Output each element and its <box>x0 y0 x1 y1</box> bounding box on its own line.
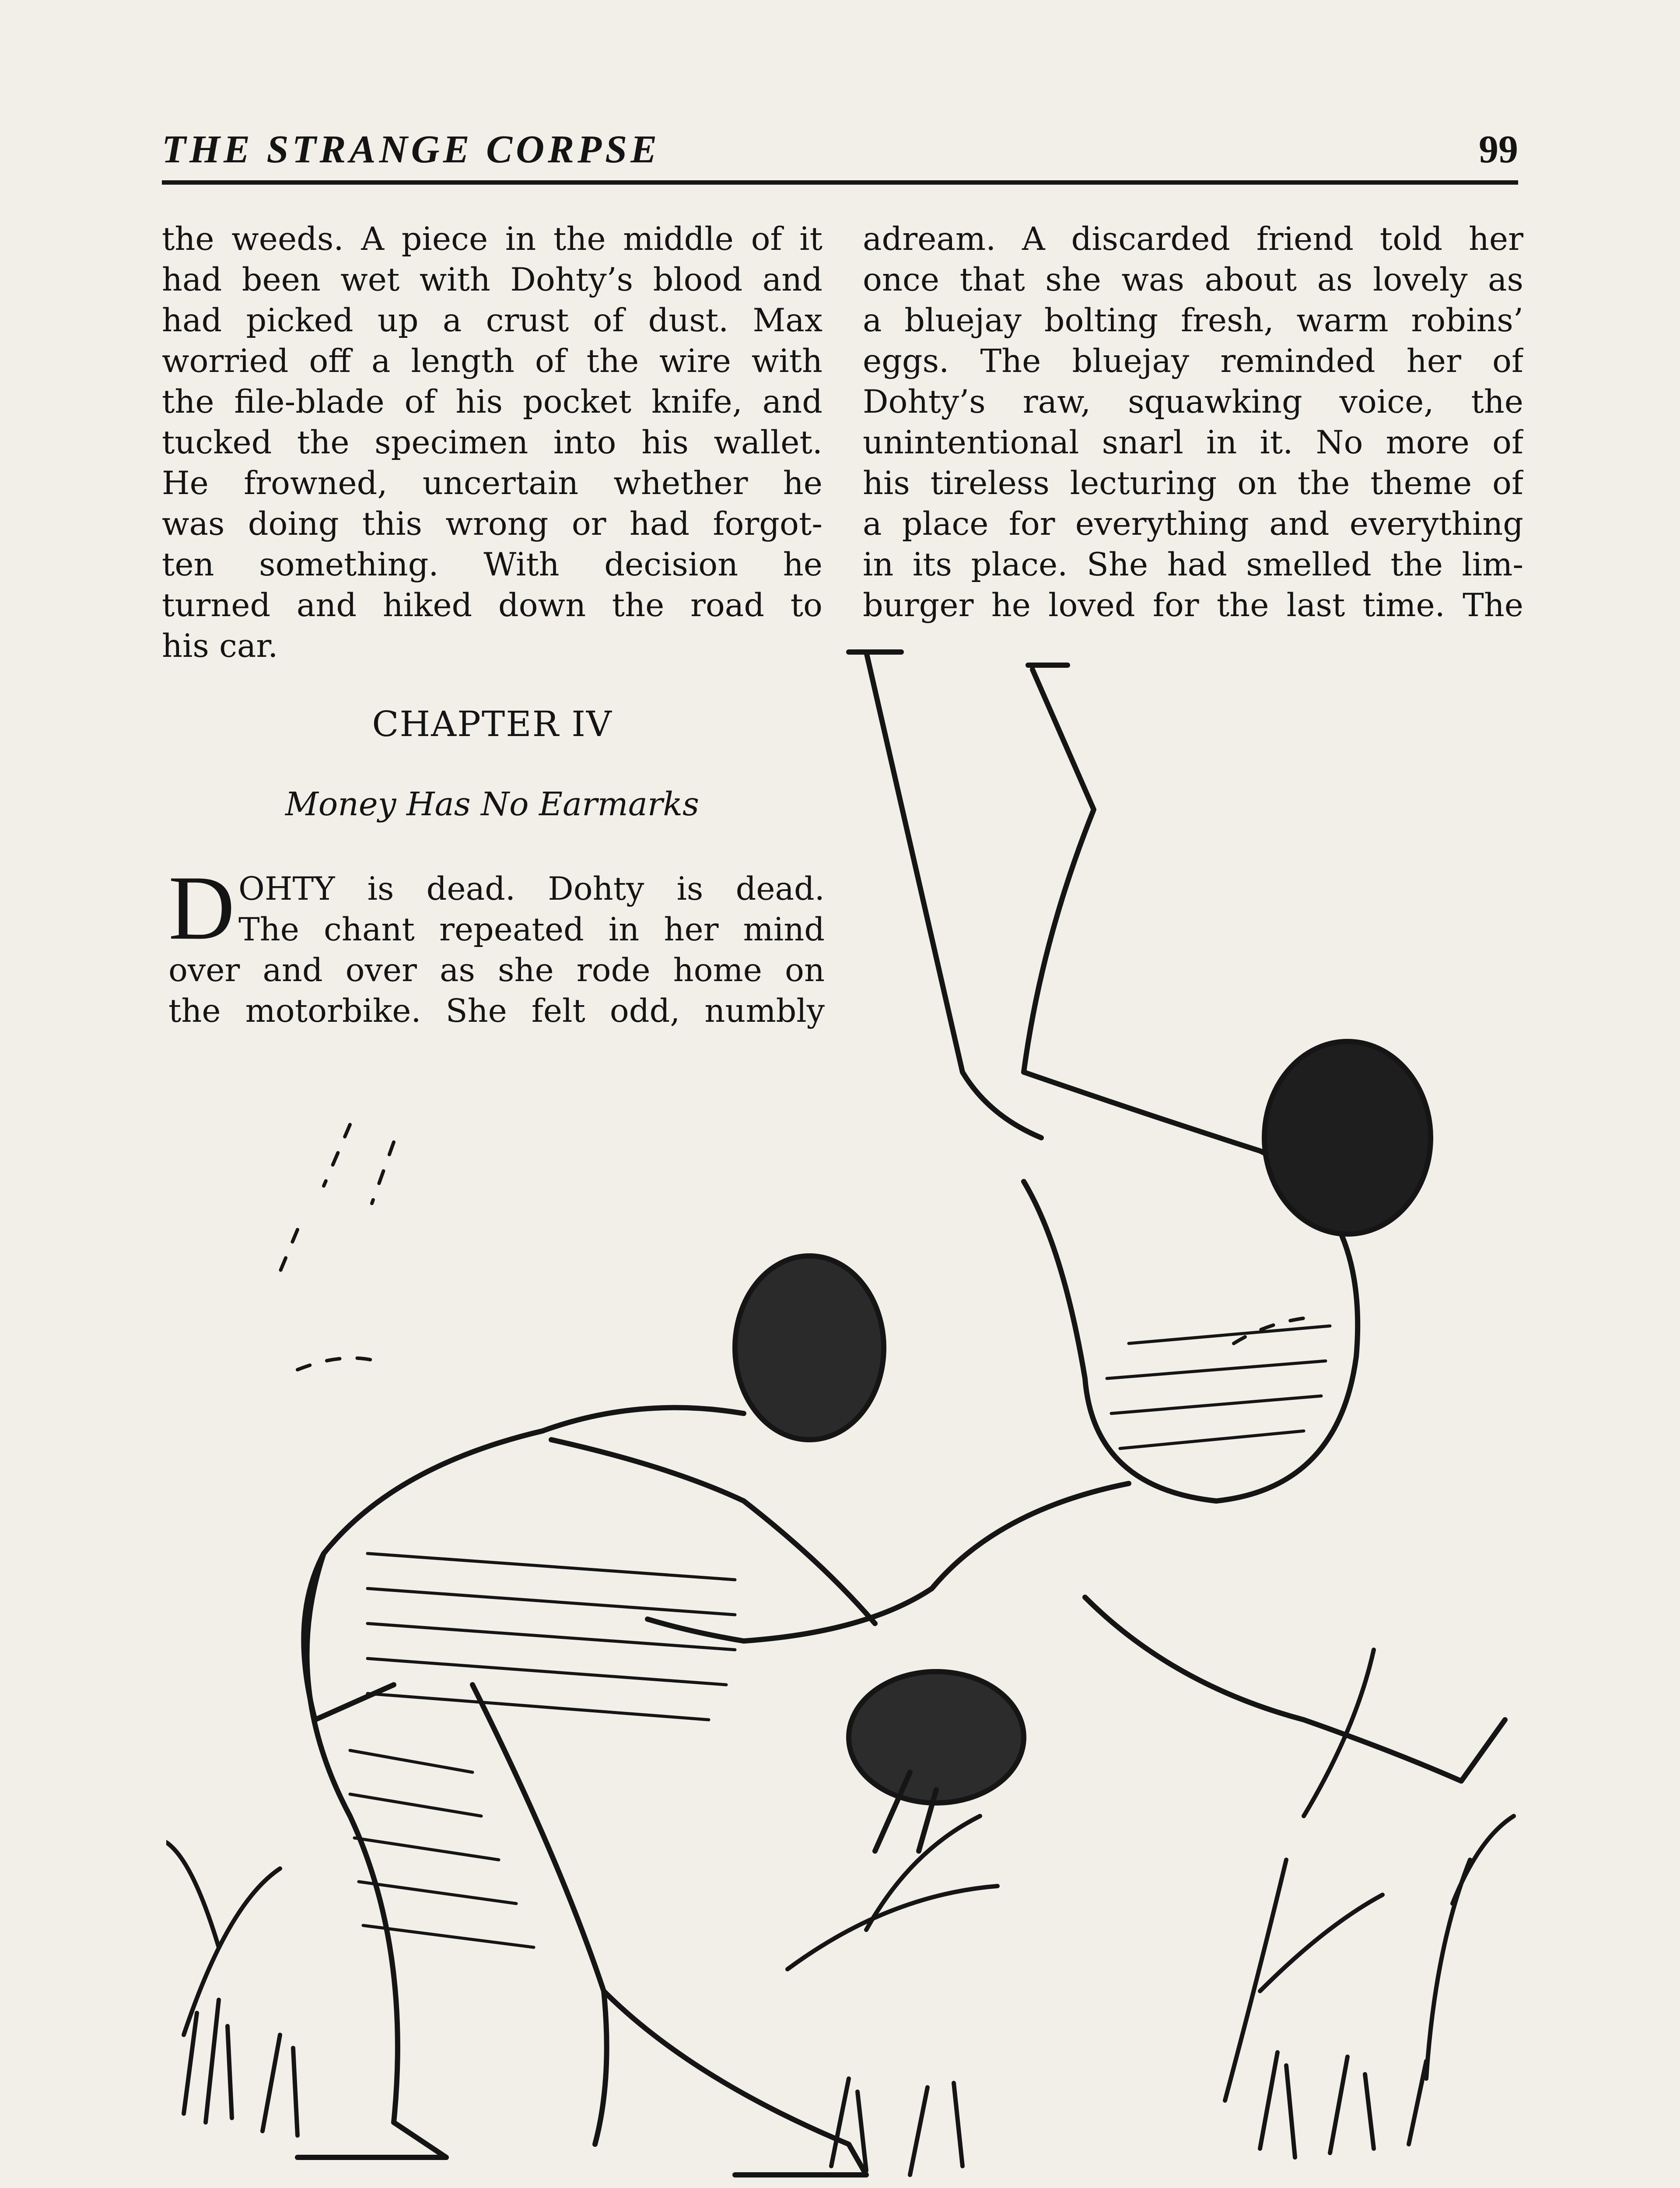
text-line: over and over as she rode home on <box>168 952 825 989</box>
page-number: 99 <box>1479 128 1518 171</box>
text-line: the motorbike. She felt odd, numbly <box>168 992 825 1030</box>
text-line: once that she was about as lovely as <box>863 261 1523 298</box>
illustration <box>166 635 1522 2188</box>
text-line: had picked up a crust of dust. Max <box>162 302 822 339</box>
chapter-subtitle: Money Has No Earmarks <box>285 785 700 823</box>
text-line: OHTY is dead. Dohty is dead. <box>238 870 825 908</box>
text-line: his tireless lecturing on the theme of <box>863 465 1523 502</box>
running-header <box>162 123 1518 185</box>
text-line: had been wet with Dohty’s blood and <box>162 261 822 298</box>
text-line: The chant repeated in her mind <box>238 911 825 948</box>
woman-figure <box>648 652 1505 1851</box>
text-line: the weeds. A piece in the middle of it <box>162 221 822 258</box>
drop-cap: D <box>168 857 235 959</box>
text-line: in its place. She had smelled the lim- <box>863 546 1523 583</box>
text-line: worried off a length of the wire with <box>162 343 822 380</box>
text-line: ten something. With decision he <box>162 546 822 583</box>
text-line: adream. A discarded friend told her <box>863 221 1523 258</box>
chapter-heading: CHAPTER IV <box>372 704 612 744</box>
text-line: a bluejay bolting fresh, warm robins’ <box>863 302 1523 339</box>
text-line: unintentional snarl in it. No more of <box>863 424 1523 461</box>
text-line: eggs. The bluejay reminded her of <box>863 343 1523 380</box>
text-line: was doing this wrong or had forgot- <box>162 505 822 543</box>
text-line: He frowned, uncertain whether he <box>162 465 822 502</box>
text-line: his car. <box>162 628 278 665</box>
weeds <box>166 1650 1514 2175</box>
text-line: the file-blade of his pocket knife, and <box>162 383 822 421</box>
text-line: burger he loved for the last time. The <box>863 587 1523 624</box>
left-text-column <box>162 219 822 666</box>
man-figure <box>298 1256 884 2175</box>
text-line: tucked the specimen into his wallet. <box>162 424 822 461</box>
right-text-column <box>863 219 1523 626</box>
text-line: Dohty’s raw, squawking voice, the <box>863 383 1523 421</box>
text-line: a place for everything and everything <box>863 505 1523 543</box>
running-title: THE STRANGE CORPSE <box>162 128 661 171</box>
text-line: turned and hiked down the road to <box>162 587 822 624</box>
